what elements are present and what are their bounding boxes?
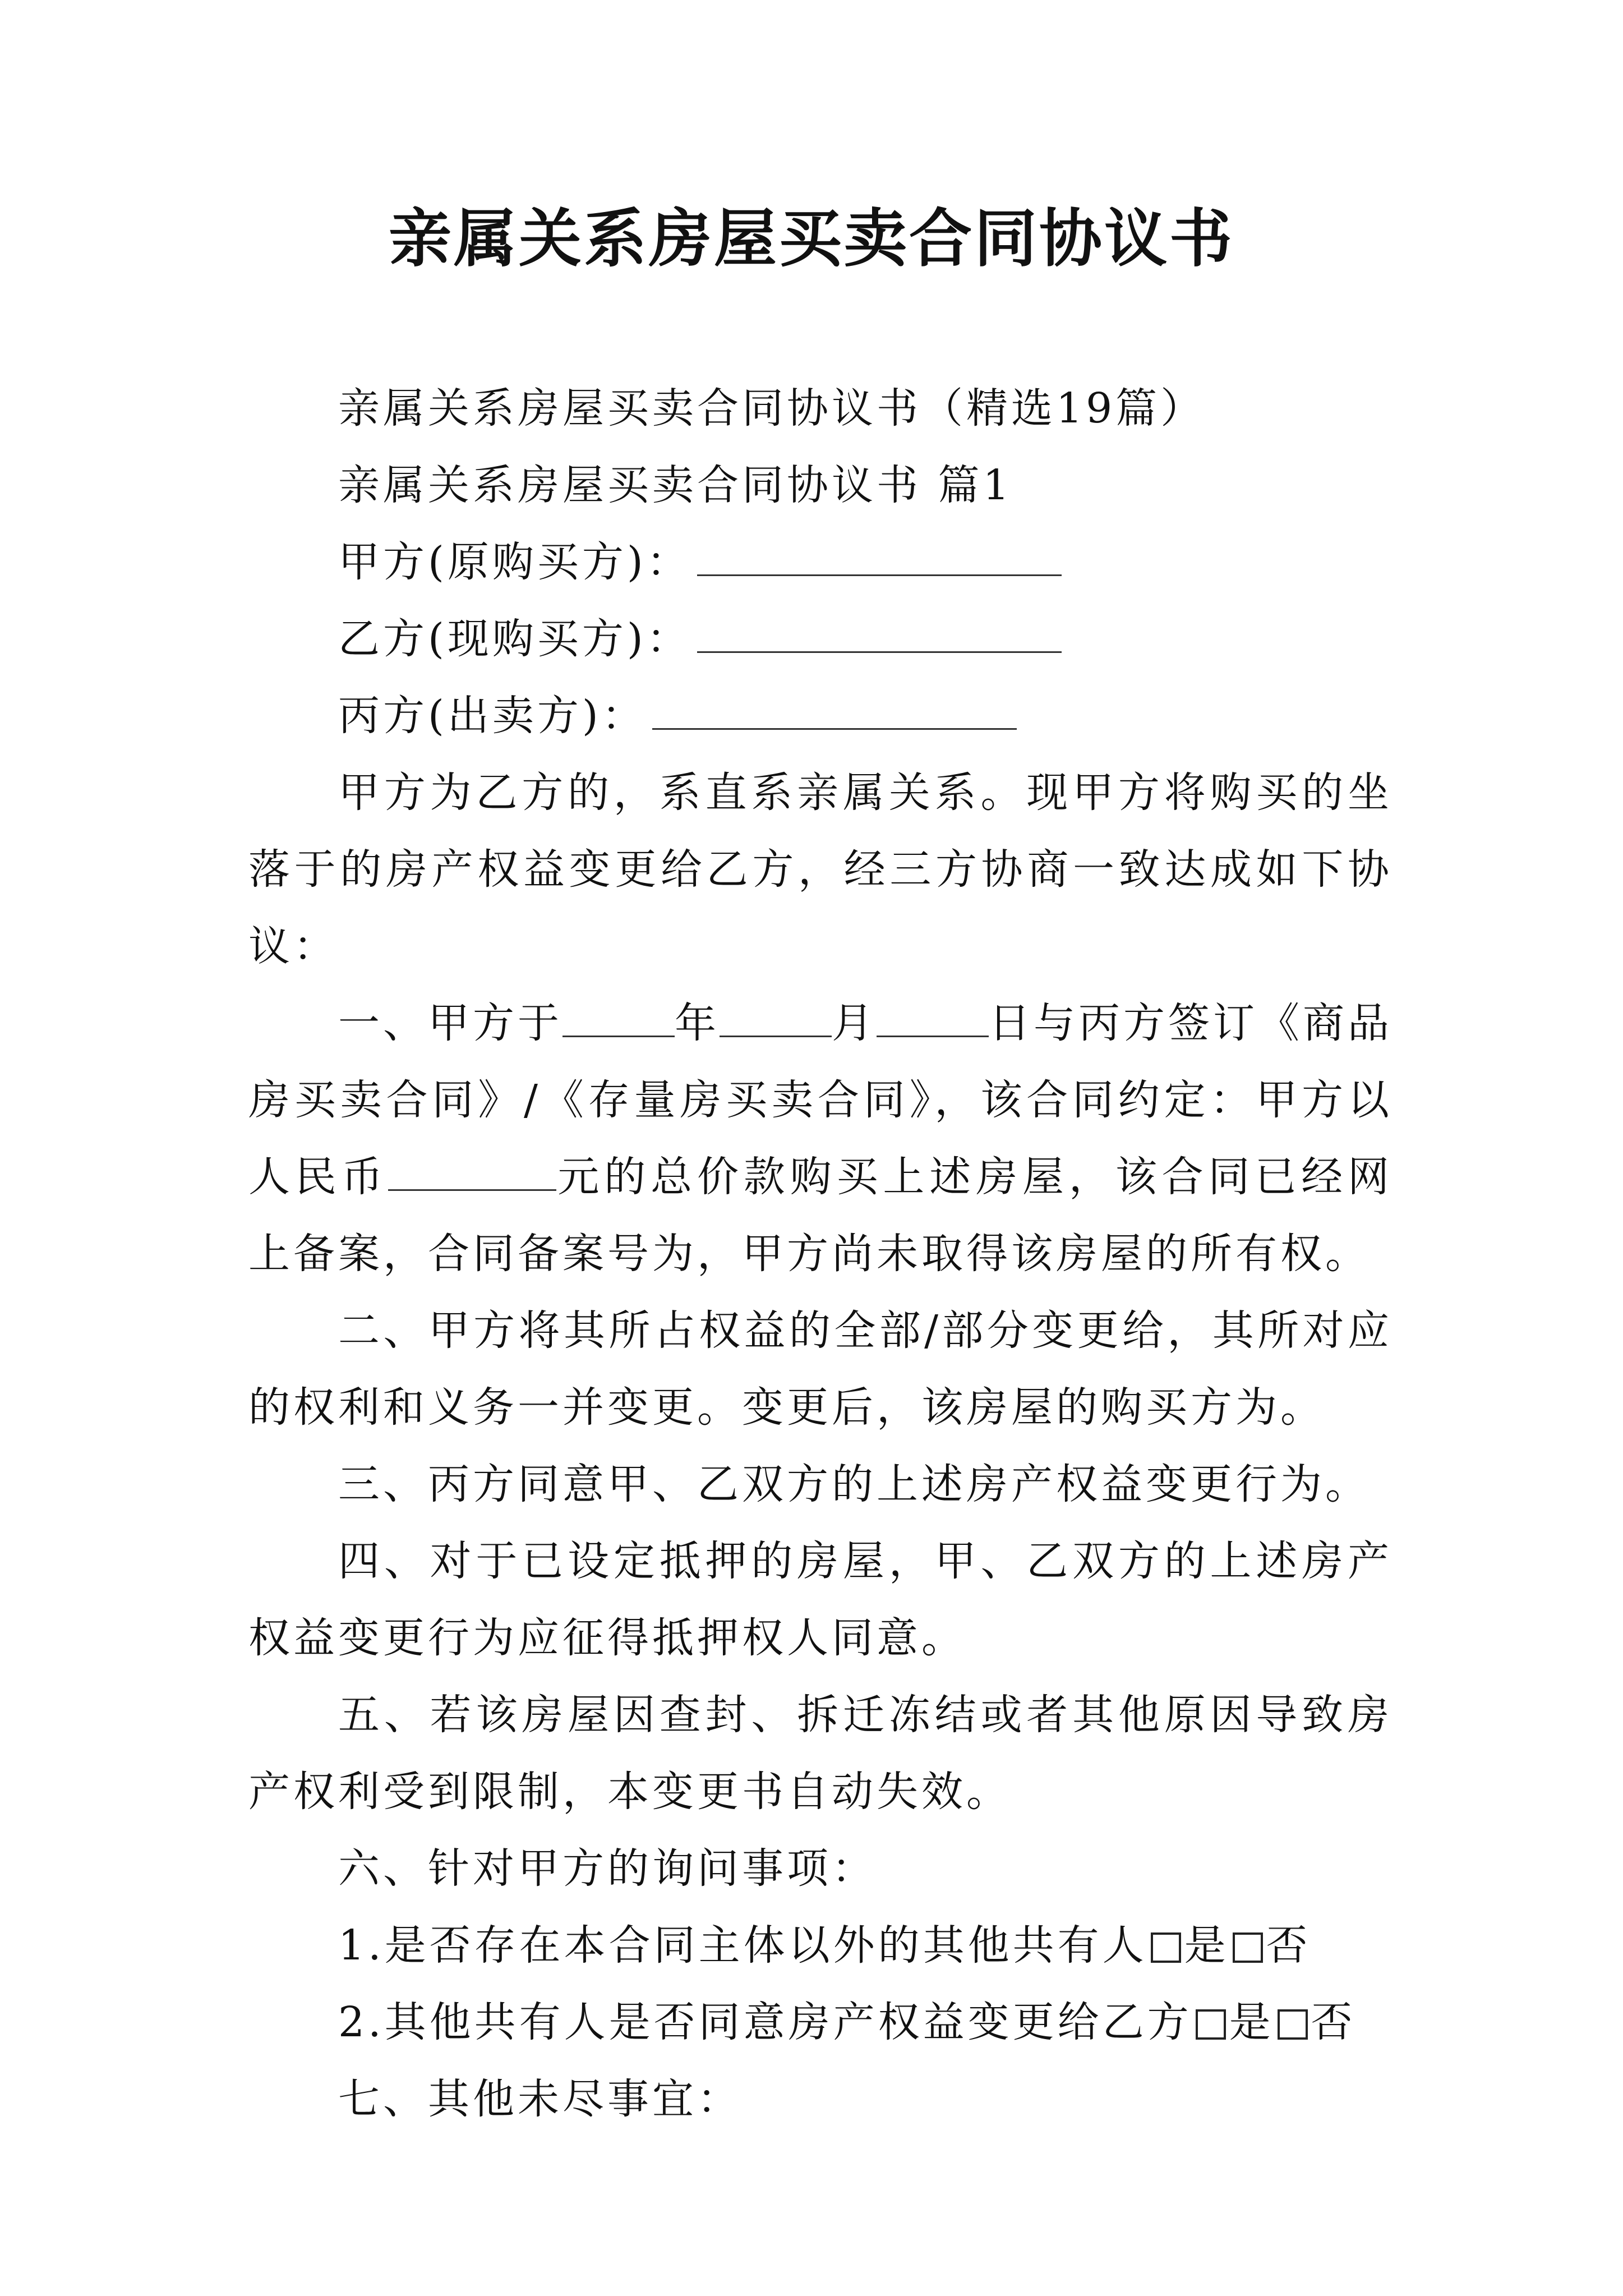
- question-2-text: 2.其他共有人是否同意房产权益变更给乙方: [338, 1998, 1192, 2046]
- question-1: [248, 1907, 1393, 1984]
- clause-1-part3: 月: [832, 999, 877, 1047]
- question-1-no-checkbox: [1233, 1932, 1263, 1963]
- party-b-label: 乙方(现购买方)：: [338, 615, 691, 663]
- question-2-yes-label: 是: [1229, 1998, 1274, 2046]
- subtitle: 亲属关系房屋买卖合同协议书（精选19篇）: [338, 384, 1206, 432]
- party-a-label: 甲方(原购买方)：: [338, 538, 691, 586]
- year-blank: [562, 1002, 675, 1037]
- question-1-yes-checkbox: [1151, 1932, 1181, 1963]
- question-1-no-label: 否: [1266, 1921, 1311, 1970]
- section-heading: 亲属关系房屋买卖合同协议书 篇1: [338, 461, 1013, 509]
- intro-paragraph: 甲方为乙方的，系直系亲属关系。现甲方将购买的坐落于的房产权益变更给乙方，经三方协商一致达成如下协议：: [248, 769, 1393, 970]
- party-c-line: [248, 678, 1393, 754]
- party-a-blank: [697, 541, 1062, 576]
- clause-2: 二、甲方将其所占权益的全部/部分变更给，其所对应的权利和义务一并变更。变更后，该房屋的购买方为。: [248, 1306, 1393, 1432]
- clause-1-part2: 年: [675, 999, 720, 1047]
- clause-7: 七、其他未尽事宜：: [338, 2075, 742, 2123]
- party-a-line: [248, 524, 1393, 601]
- document-body: [248, 370, 1393, 2138]
- clause-3: 三、丙方同意甲、乙双方的上述房产权益变更行为。: [338, 1460, 1370, 1508]
- clause-1-part4: 日与丙方签订《商品房买卖合同》/《存量房买卖合同》，该合同约定：甲方以人民币: [248, 999, 1393, 1201]
- day-blank: [877, 1002, 989, 1037]
- clause-1-part5: 元的总价款购买上述房屋，该合同已经网上备案，合同备案号为，甲方尚未取得该房屋的所有权。: [248, 1153, 1393, 1278]
- question-2-no-checkbox: [1278, 2009, 1308, 2040]
- party-c-label: 丙方(出卖方)：: [338, 692, 647, 740]
- clause-1: [248, 985, 1393, 1292]
- question-2-no-label: 否: [1311, 1998, 1356, 2046]
- party-b-line: [248, 601, 1393, 678]
- party-c-blank: [652, 694, 1017, 730]
- question-1-text: 1.是否存在本合同主体以外的其他共有人: [338, 1921, 1147, 1970]
- clause-1-part1: 一、甲方于: [338, 999, 562, 1047]
- party-b-blank: [697, 618, 1062, 653]
- question-2-yes-checkbox: [1196, 2009, 1226, 2040]
- question-1-yes-label: 是: [1184, 1921, 1229, 1970]
- document-title: 亲属关系房屋买卖合同协议书: [389, 202, 1234, 275]
- price-blank: [388, 1156, 556, 1191]
- clause-6: 六、针对甲方的询问事项：: [338, 1844, 877, 1893]
- question-2: [248, 1984, 1393, 2061]
- month-blank: [720, 1002, 832, 1037]
- clause-5: 五、若该房屋因查封、拆迁冻结或者其他原因导致房产权利受到限制，本变更书自动失效。: [248, 1691, 1393, 1816]
- clause-4: 四、对于已设定抵押的房屋，甲、乙双方的上述房产权益变更行为应征得抵押权人同意。: [248, 1537, 1393, 1662]
